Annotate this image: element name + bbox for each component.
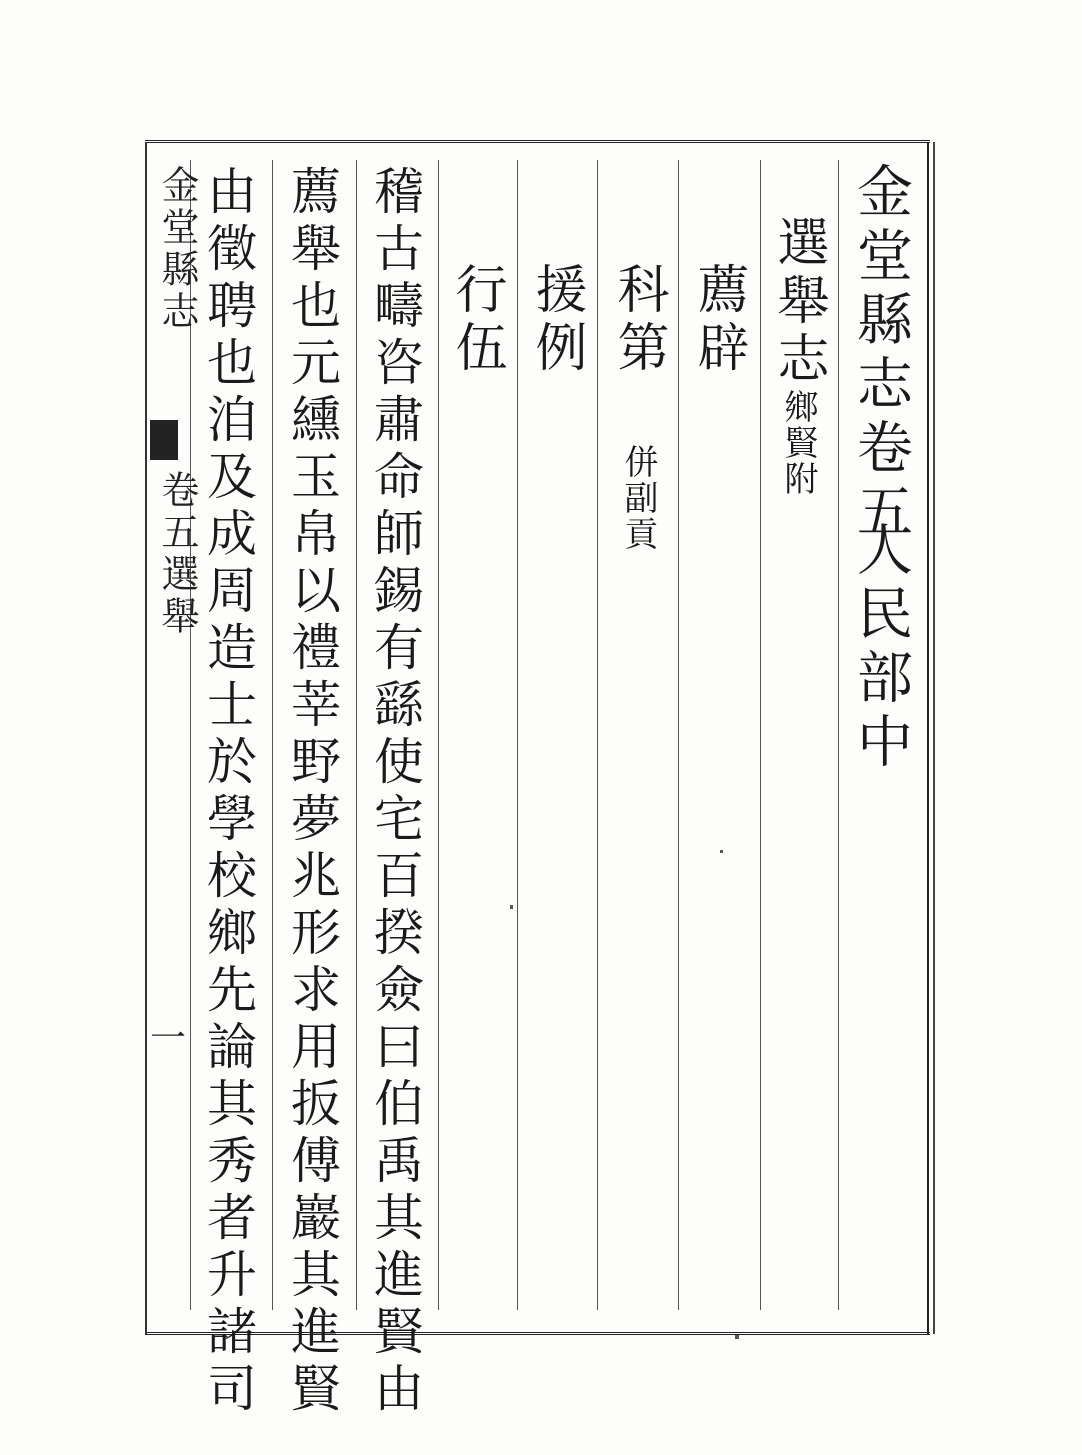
gutter-page-number: 一 xyxy=(150,1018,187,1059)
gutter-book-title: 金堂縣志 xyxy=(155,165,199,333)
item-examination: 科第 併副貢 xyxy=(608,262,668,552)
column-rule xyxy=(517,160,518,1310)
scan-speck xyxy=(720,850,723,853)
body-line: 稽古疇咨肅命師錫有繇使宅百揆僉曰伯禹其進賢由 xyxy=(366,165,424,1419)
fishtail-mark xyxy=(150,420,178,460)
item-military: 行伍 xyxy=(446,262,506,378)
body-line: 薦舉也元纁玉帛以禮莘野夢兆形求用扳傅巖其進賢 xyxy=(283,165,341,1419)
chapter-heading: 選舉志鄉賢附 xyxy=(768,215,828,497)
column-rule xyxy=(838,160,839,1310)
frame-right-border xyxy=(927,142,935,1334)
body-line: 由徵聘也洎及成周造士於學校鄉先論其秀者升諸司 xyxy=(199,165,257,1419)
scan-speck xyxy=(735,1335,739,1339)
chapter-note: 鄉賢附 xyxy=(778,389,818,497)
column-rule xyxy=(356,160,357,1310)
column-rule xyxy=(678,160,679,1310)
volume-title: 金堂縣志卷五 xyxy=(848,162,913,546)
frame-bottom-border xyxy=(145,1332,930,1338)
column-rule xyxy=(272,160,273,1310)
item-recommendation: 薦辟 xyxy=(688,262,748,378)
scan-speck xyxy=(510,905,513,909)
column-rule xyxy=(438,160,439,1310)
item-note: 併副貢 xyxy=(618,444,658,552)
item-purchase: 援例 xyxy=(526,262,586,378)
frame-top-border xyxy=(145,140,930,146)
gutter-volume: 卷五選舉 xyxy=(155,470,199,638)
section-title: 人民部中 xyxy=(848,520,913,776)
column-rule xyxy=(597,160,598,1310)
frame-left-border xyxy=(145,142,147,1334)
column-rule xyxy=(760,160,761,1310)
